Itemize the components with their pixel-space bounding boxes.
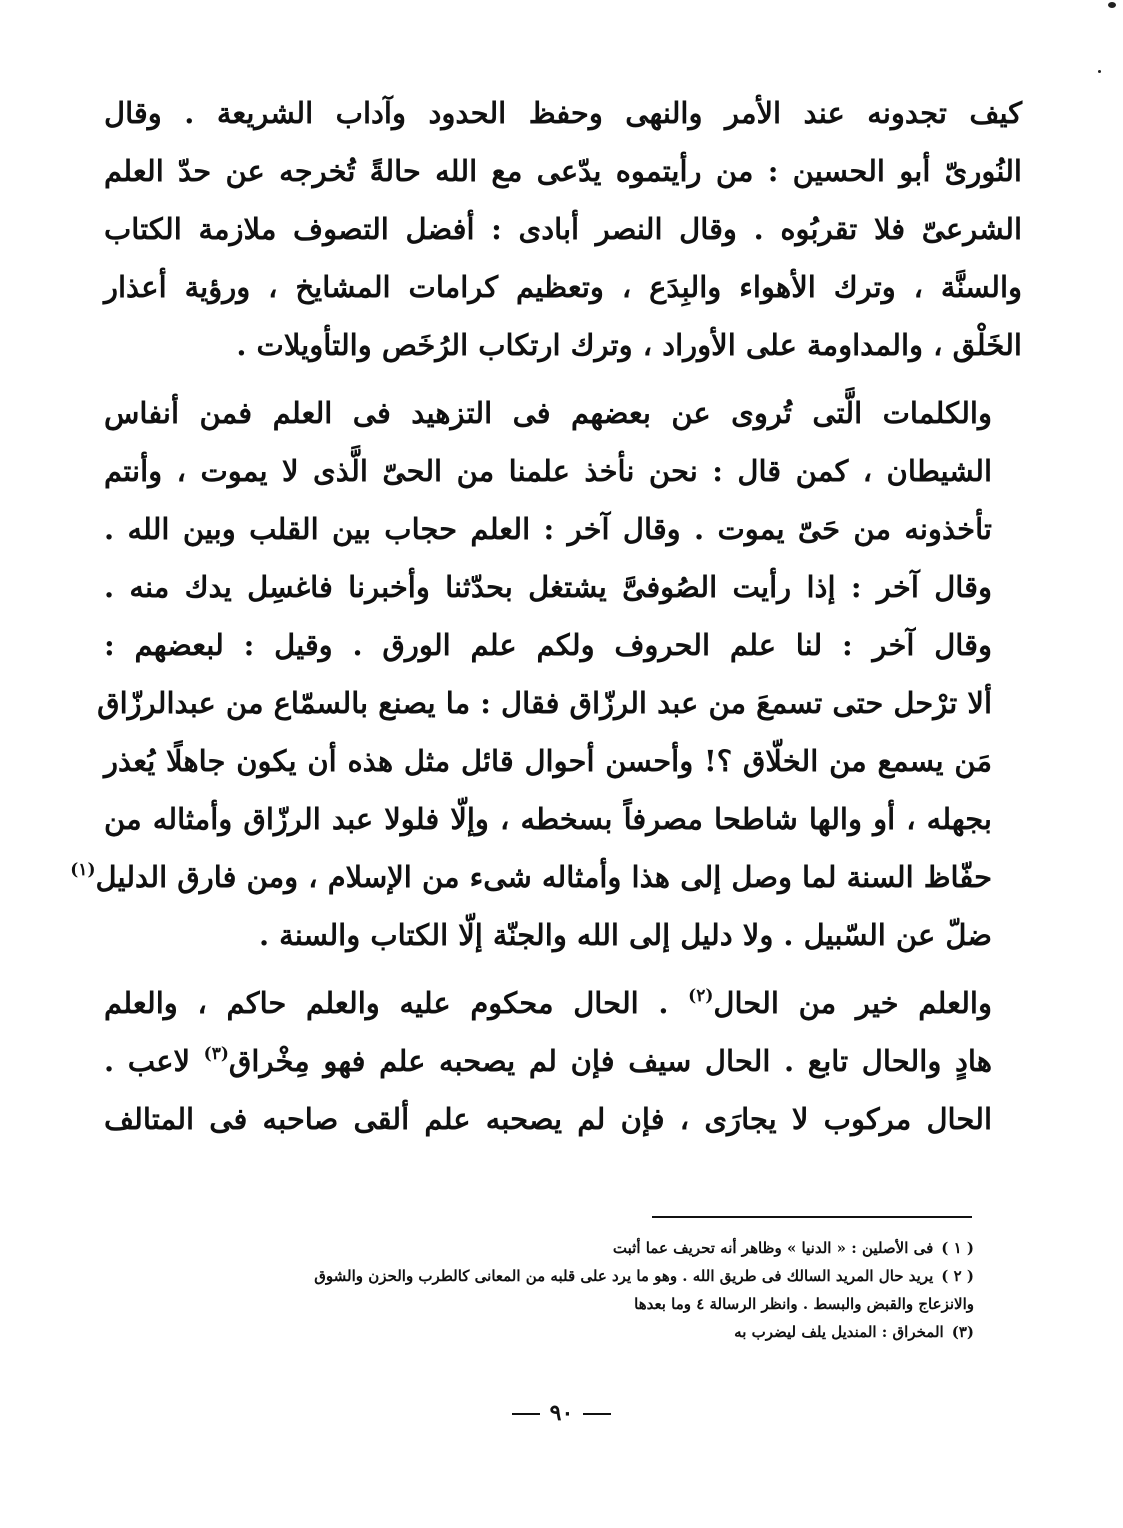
- text-line: الخَلْق ، والمداومة على الأوراد ، وترك ارتكاب الرُخَص والتأويلات .: [236, 328, 1022, 362]
- scan-speck: [1108, 2, 1116, 8]
- text-line: الشيطان ، كمن قال : نحن نأخذ علمنا من الحىّ الَّذى لا يموت ، وأنتم: [104, 454, 992, 488]
- scan-speck: [1098, 70, 1101, 73]
- text-line: ضلّ عن السّبيل . ولا دليل إلى الله والجنّة إلّا الكتاب والسنة .: [258, 918, 992, 952]
- text-line: الحال مركوب لا يجارَى ، فإن لم يصحبه علم ألقى صاحبه فى المتالف: [104, 1102, 992, 1136]
- footnote: [104, 1262, 974, 1290]
- text-line: وقال آخر : إذا رأيت الصُوفىَّ يشتغل بحدّثنا وأخبرنا فاغسِل يدك منه .: [104, 570, 992, 604]
- footnotes: [104, 1234, 974, 1346]
- footnote: [104, 1234, 974, 1262]
- paragraph-1: [104, 84, 1022, 374]
- page-number-text: ٩٠: [549, 1400, 574, 1426]
- footnote-text: فى الأصلين : « الدنيا » وظاهر أنه تحريف عما أثبت: [612, 1239, 934, 1257]
- text-line: بجهله ، أو والها شاطحا مصرفاً بسخطه ، وإلّا فلولا عبد الرزّاق وأمثاله من: [104, 802, 992, 836]
- text-line: ألا ترْحل حتى تسمعَ من عبد الرزّاق فقال : ما يصنع بالسمّاع من عبدالرزّاق: [97, 686, 992, 720]
- text-line: تأخذونه من حَىّ يموت . وقال آخر : العلم حجاب بين القلب وبين الله .: [104, 512, 992, 546]
- footnote-divider: [652, 1216, 972, 1218]
- text-line: كيف تجدونه عند الأمر والنهى وحفظ الحدود وآداب الشريعة . وقال: [104, 96, 1022, 130]
- text-line: [104, 1032, 1022, 1090]
- text-run: لاعب .: [104, 1044, 191, 1078]
- text-line: مَن يسمع من الخلّاق ؟! وأحسن أحوال قائل مثل هذه أن يكون جاهلًا يُعذر: [104, 744, 992, 778]
- footnote-ref: (٢): [688, 986, 714, 1006]
- footnote-text: المخراق : المنديل يلف ليضرب به: [734, 1323, 944, 1341]
- footnote-text: والانزعاج والقبض والبسط . وانظر الرسالة ٤ وما بعدها: [634, 1295, 974, 1313]
- footnote-ref: (٣): [203, 1044, 229, 1064]
- footnote-number: (٣): [951, 1323, 974, 1341]
- footnote-continuation: [104, 1290, 974, 1318]
- text-run: حفّاظ السنة لما وصل إلى هذا وأمثاله شىء من الإسلام ، ومن فارق الدليل: [95, 860, 992, 894]
- text-line: والسنَّة ، وترك الأهواء والبِدَع ، وتعظيم كرامات المشايخ ، ورؤية أعذار: [104, 270, 1022, 304]
- text-run: . الحال محكوم عليه والعلم حاكم ، والعلم: [104, 986, 669, 1020]
- paragraph-3: [104, 974, 1022, 1148]
- dash-decoration: [583, 1413, 611, 1415]
- text-line: النُورىّ أبو الحسين : من رأيتموه يدّعى مع الله حالةً تُخرجه عن حدّ العلم: [104, 154, 1022, 188]
- paragraph-2: [70, 384, 1022, 964]
- dash-decoration: [512, 1413, 540, 1415]
- footnote-number: ( ١ ): [941, 1239, 974, 1257]
- main-text: [70, 84, 1022, 1148]
- text-line: والكلمات الَّتى تُروى عن بعضهم فى التزهيد فى العلم فمن أنفاس: [104, 396, 992, 430]
- footnote-text: يريد حال المريد السالك فى طريق الله . وهو ما يرد على قلبه من المعانى كالطرب والحزن والشوق: [314, 1267, 934, 1285]
- footnote-number: ( ٢ ): [941, 1267, 974, 1285]
- text-run: والعلم خير من الحال: [713, 986, 992, 1020]
- footnote-ref: (١): [70, 860, 96, 880]
- text-line: [70, 848, 1022, 906]
- text-run: هادٍ والحال تابع . الحال سيف فإن لم يصحبه علم فهو مِخْراق: [228, 1044, 992, 1078]
- page-number: [0, 1400, 1123, 1426]
- text-line: الشرعىّ فلا تقربُوه . وقال النصر أبادى : أفضل التصوف ملازمة الكتاب: [104, 212, 1022, 246]
- footnote: [104, 1318, 974, 1346]
- text-line: [104, 974, 1022, 1032]
- text-line: وقال آخر : لنا علم الحروف ولكم علم الورق . وقيل : لبعضهم :: [104, 628, 992, 662]
